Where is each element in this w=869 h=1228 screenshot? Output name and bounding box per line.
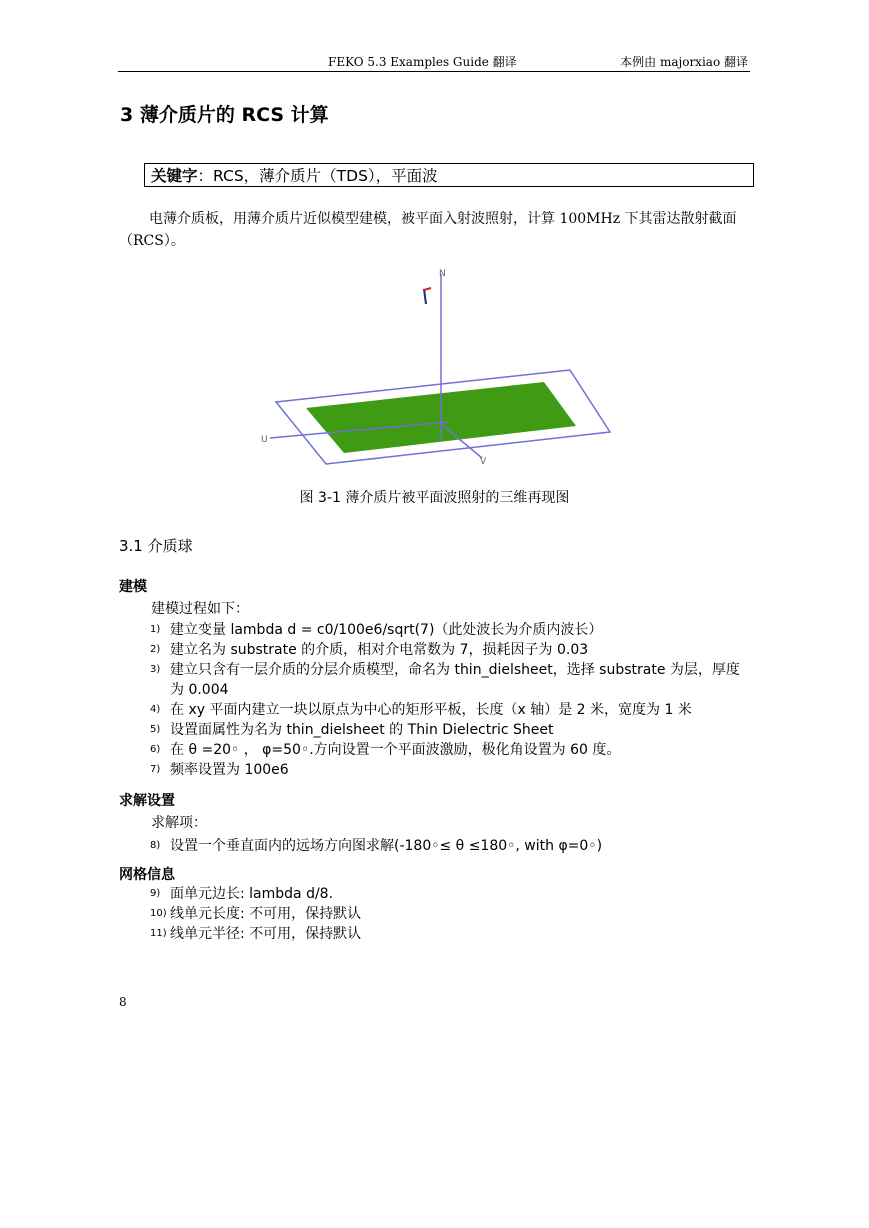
list-item: 8) 设置一个垂直面内的远场方向图求解(-180◦≤ θ ≤180◦, with φ=0◦) [150, 838, 603, 854]
figure-3d-view [258, 262, 618, 480]
header-title: FEKO 5.3 Examples Guide 翻译 [328, 55, 517, 69]
list-item: 2) 建立名为 substrate 的介质，相对介电常数为 7，损耗因子为 0.03 [150, 642, 589, 658]
modeling-heading: 建模 [119, 579, 147, 595]
keyword-label: 关键字 [151, 167, 198, 185]
page-number: 8 [119, 995, 127, 1009]
page-header [118, 51, 750, 72]
keyword-box [144, 163, 754, 187]
list-item: 4) 在 xy 平面内建立一块以原点为中心的矩形平板，长度（x 轴）是 2 米，宽度为 1 米 [150, 702, 692, 718]
axis-n-label: N [439, 269, 446, 279]
list-item: 3) 建立只含有一层介质的分层介质模型，命名为 thin_dielsheet，选择 substrate 为层，厚度为 0.004 [150, 662, 740, 698]
header-translator: 本例由 majorxiao 翻译 [620, 55, 748, 69]
list-item: 7) 频率设置为 100e6 [150, 762, 289, 778]
mesh-heading: 网格信息 [119, 867, 175, 883]
list-item: 1) 建立变量 lambda d = c0/100e6/sqrt(7)（此处波长为介质内波长） [150, 622, 603, 638]
solution-intro: 求解项： [151, 815, 207, 831]
axis-u-label: U [261, 435, 268, 445]
modeling-steps [150, 620, 750, 780]
list-item: 5) 设置面属性为名为 thin_dielsheet 的 Thin Dielectric Sheet [150, 722, 554, 738]
plane-wave-polarization [424, 288, 431, 290]
mesh-steps [150, 884, 750, 944]
figure-caption: 图 3-1 薄介质片被平面波照射的三维再现图 [299, 490, 570, 506]
solution-heading: 求解设置 [119, 793, 175, 809]
chapter-title: 3 薄介质片的 RCS 计算 [120, 104, 329, 126]
dielectric-sheet-illustration [258, 262, 618, 480]
section-heading: 3.1 介质球 [119, 537, 193, 555]
intro-paragraph: 电薄介质板，用薄介质片近似模型建模，被平面入射波照射，计算 100MHz 下其雷达散射截面（RCS）。 [119, 211, 737, 249]
list-item: 6) 在 θ =20◦ ， φ=50◦.方向设置一个平面波激励，极化角设置为 60 度。 [150, 742, 621, 758]
list-item: 10) 线单元长度: 不可用，保持默认 [150, 906, 362, 922]
axis-v-label: V [480, 457, 487, 467]
plane-wave-direction [424, 289, 426, 304]
keyword-text: ：RCS，薄介质片（TDS），平面波 [197, 167, 438, 185]
modeling-intro: 建模过程如下： [151, 601, 249, 617]
solution-steps [150, 836, 750, 856]
list-item: 11) 线单元半径: 不可用，保持默认 [150, 926, 362, 942]
list-item: 9) 面单元边长: lambda d/8. [150, 886, 334, 902]
